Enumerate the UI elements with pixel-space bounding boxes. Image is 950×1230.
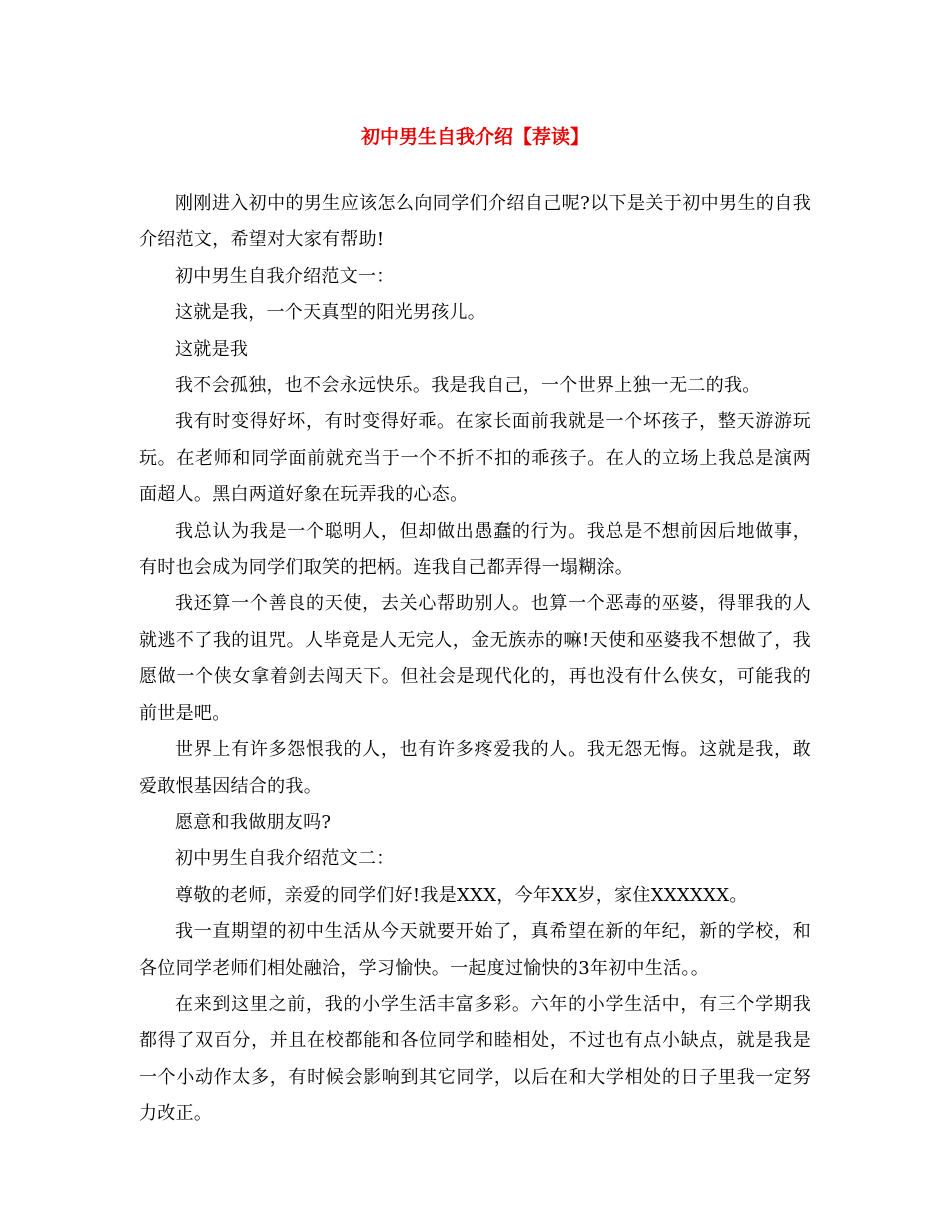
- paragraph: 我不会孤独，也不会永远快乐。我是我自己，一个世界上独一无二的我。: [175, 375, 761, 397]
- paragraph: 在来到这里之前，我的小学生活丰富多彩。六年的小学生活中，有三个学期我都得了双百分，并且在校都能和各位同学和睦相处，不过也有点小缺点，就是我是一个小动作太多，有时候会影响到其它同学，以后在和大学相处的日子里我一定努力改正。: [139, 993, 811, 1125]
- document-body: [139, 186, 811, 1133]
- paragraph: 我总认为我是一个聪明人，但却做出愚蠢的行为。我总是不想前因后地做事，有时也会成为同学们取笑的把柄。连我自己都弄得一塌糊涂。: [139, 520, 811, 579]
- document-title: 初中男生自我介绍【荐读】: [360, 126, 589, 148]
- paragraph: 愿意和我做朋友吗?: [175, 811, 332, 833]
- paragraph: 尊敬的老师，亲爱的同学们好!我是XXX，今年XX岁，家住XXXXXX。: [175, 884, 748, 906]
- paragraph: 刚刚进入初中的男生应该怎么向同学们介绍自己呢?以下是关于初中男生的自我介绍范文，希望对大家有帮助!: [139, 193, 811, 251]
- paragraph: 这就是我，一个天真型的阳光男孩儿。: [175, 302, 487, 324]
- paragraph: 这就是我: [175, 338, 249, 360]
- paragraph: 我有时变得好坏，有时变得好乖。在家长面前我就是一个坏孩子，整天游游玩玩。在老师和同学面前就充当于一个不折不扣的乖孩子。在人的立场上我总是演两面超人。黑白两道好象在玩弄我的心态。: [139, 411, 811, 506]
- paragraph: 初中男生自我介绍范文二：: [175, 848, 395, 870]
- paragraph: 初中男生自我介绍范文一：: [175, 265, 395, 287]
- paragraph: 世界上有许多怨恨我的人，也有许多疼爱我的人。我无怨无悔。这就是我，敢爱敢恨基因结合的我。: [139, 739, 811, 797]
- paragraph: 我一直期望的初中生活从今天就要开始了，真希望在新的年纪，新的学校，和各位同学老师们相处融洽，学习愉快。一起度过愉快的3年初中生活。。: [139, 921, 811, 979]
- paragraph: 我还算一个善良的天使，去关心帮助别人。也算一个恶毒的巫婆，得罪我的人就逃不了我的诅咒。人毕竟是人无完人，金无族赤的嘛!天使和巫婆我不想做了，我愿做一个侠女拿着剑去闯天下。但社会是现代化的，再也没有什么侠女，可能我的前世是吧。: [139, 593, 811, 724]
